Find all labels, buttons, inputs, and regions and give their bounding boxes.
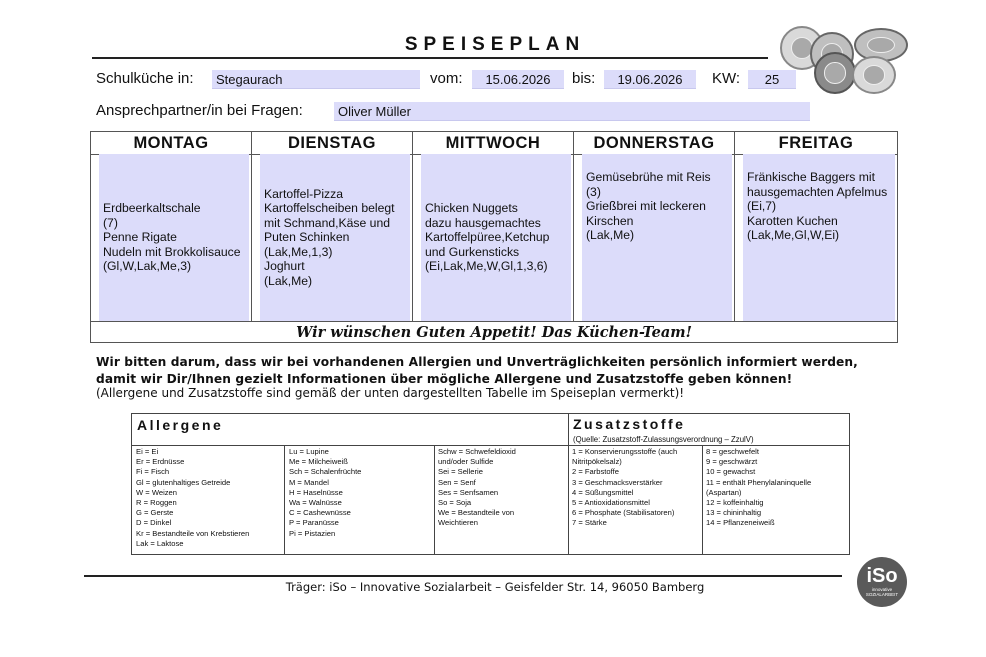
vom-date-field[interactable]: 15.06.2026: [472, 70, 564, 89]
day-header-friday: FREITAG: [735, 132, 897, 155]
menu-text-friday: Fränkische Baggers mit hausgemachten Apfelmus (Ei,7) Karotten Kuchen (Lak,Me,Gl,W,Ei): [747, 170, 888, 242]
vom-label: vom:: [430, 70, 463, 87]
kw-field[interactable]: 25: [748, 70, 796, 89]
iso-logo-text: iSo: [866, 565, 898, 587]
menu-cell-thursday: [582, 154, 732, 321]
allergene-column-3: Schw = Schwefeldioxid und/oder Sulfide Sei = Sellerie Sen = Senf Ses = Senfsamen So = Soja We = Bestandteile von Weichtieren: [438, 447, 516, 528]
allergene-title: Allergene: [137, 417, 224, 433]
day-header-thursday: DONNERSTAG: [574, 132, 734, 155]
traeger-text: Träger: iSo – Innovative Sozialarbeit – Geisfelder Str. 14, 96050 Bamberg: [285, 580, 705, 594]
menu-cell-monday: [99, 154, 249, 321]
zusatzstoffe-source: (Quelle: Zusatzstoff-Zulassungsverordnung – ZzulV): [573, 435, 754, 444]
menu-cell-tuesday: [260, 154, 410, 321]
iso-logo-subtext: innovative SOZIALARBEIT: [865, 587, 899, 597]
page-title: SPEISEPLAN: [404, 34, 586, 55]
zusatzstoffe-title: Zusatzstoffe: [573, 416, 686, 432]
schulkueche-label: Schulküche in:: [96, 70, 194, 87]
title-divider: [92, 57, 768, 59]
menu-cell-wednesday: [421, 154, 571, 321]
iso-logo: [857, 557, 907, 607]
allergy-info-bold: Wir bitten darum, dass wir bei vorhandenen Allergien und Unverträglichkeiten persönlich informiert werden, damit wir Dir/Ihnen gezielt Informationen über mögliche Allergene und Zusatzstoffe geben können!: [96, 355, 858, 386]
allergy-info-note: (Allergene und Zusatzstoffe sind gemäß der unten dargestellten Tabelle im Speiseplan vermerkt)!: [96, 386, 685, 400]
day-header-tuesday: DIENSTAG: [252, 132, 412, 155]
zusatzstoffe-column-2: 8 = geschwefelt 9 = geschwärzt 10 = gewachst 11 = enthält Phenylalaninquelle (Aspartan) 12 = koffeinhaltig 13 = chininhaltig 14 = Pflanzeneiweiß: [706, 447, 812, 528]
allergene-column-1: Ei = Ei Er = Erdnüsse Fi = Fisch Gl = glutenhaltiges Getreide W = Weizen R = Roggen G = Gerste D = Dinkel Kr = Bestandteile von Krebstieren Lak = Laktose: [136, 447, 250, 548]
menu-cell-friday: [743, 154, 895, 321]
bis-date-field[interactable]: 19.06.2026: [604, 70, 696, 89]
menu-text-wednesday: Chicken Nuggets dazu hausgemachtes Kartoffelpüree,Ketchup und Gurkensticks (Ei,Lak,Me,W,Gl,1,3,6): [425, 201, 550, 274]
zusatzstoffe-column-1: 1 = Konservierungsstoffe (auch Nitritpökelsalz) 2 = Farbstoffe 3 = Geschmacksverstärker 4 = Süßungsmittel 5 = Antioxidationsmittel 6 = Phosphate (Stabilisatoren) 7 = Stärke: [572, 447, 678, 528]
week-menu-table: [90, 131, 898, 343]
menu-text-thursday: Gemüsebrühe mit Reis (3) Grießbrei mit leckeren Kirschen (Lak,Me): [586, 170, 711, 242]
allergene-column-2: Lu = Lupine Me = Milcheiweiß Sch = Schalenfrüchte M = Mandel H = Haselnüsse Wa = Walnüsse C = Cashewnüsse P = Paranüsse Pi = Pistazien: [289, 447, 362, 538]
day-header-monday: MONTAG: [91, 132, 251, 155]
footer-divider: [84, 575, 842, 577]
kw-label: KW:: [712, 70, 741, 87]
greeting-text: Wir wünschen Guten Appetit! Das Küchen-Team!: [91, 321, 897, 343]
contact-label: Ansprechpartner/in bei Fragen:: [96, 102, 303, 119]
plates-logo: [778, 22, 908, 92]
contact-field[interactable]: Oliver Müller: [334, 102, 810, 121]
menu-text-monday: Erdbeerkaltschale (7) Penne Rigate Nudeln mit Brokkolisauce (Gl,W,Lak,Me,3): [103, 201, 241, 274]
schulkueche-field[interactable]: Stegaurach: [212, 70, 420, 89]
menu-text-tuesday: Kartoffel-Pizza Kartoffelscheiben belegt mit Schmand,Käse und Puten Schinken (Lak,Me,1,3) Joghurt (Lak,Me): [264, 186, 395, 288]
allergen-table: [131, 413, 850, 555]
day-header-wednesday: MITTWOCH: [413, 132, 573, 155]
bis-label: bis:: [572, 70, 596, 87]
